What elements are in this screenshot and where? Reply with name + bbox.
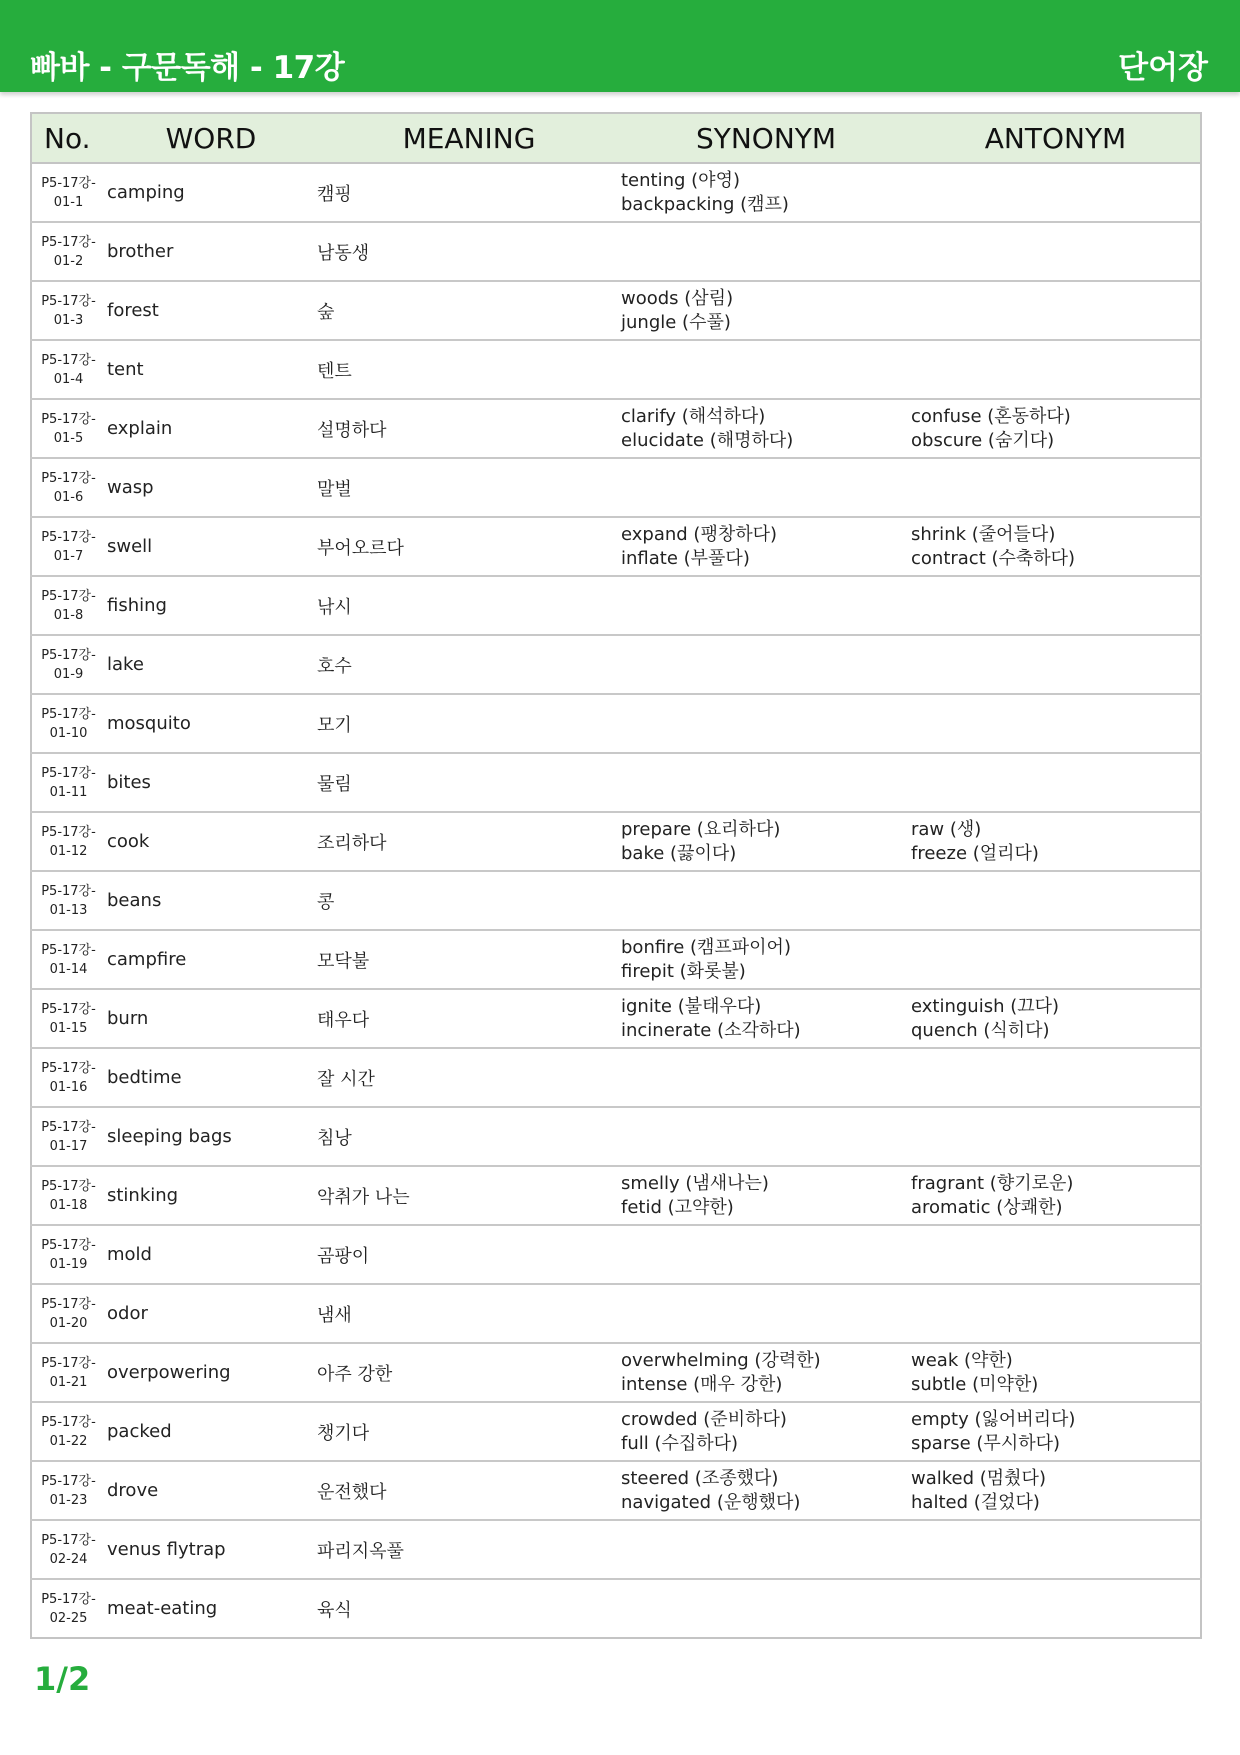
antonym-cell [911, 694, 1201, 753]
row-number: P5-17강- 01-3 [31, 281, 105, 340]
col-header-meaning: MEANING [317, 113, 621, 163]
antonym-cell [911, 1107, 1201, 1166]
antonym-cell [911, 635, 1201, 694]
synonym-item: intense (매우 강한) [621, 1373, 783, 1395]
synonym-cell [621, 281, 911, 340]
table-row [31, 399, 1201, 458]
meaning-cell: 모기 [317, 694, 621, 753]
word-cell: venus flytrap [105, 1520, 317, 1579]
meaning-cell: 파리지옥풀 [317, 1520, 621, 1579]
antonym-item: raw (생) [911, 818, 982, 840]
page-number: 1/2 [34, 1660, 91, 1698]
row-number: P5-17강- 01-18 [31, 1166, 105, 1225]
synonym-item: fetid (고약한) [621, 1196, 734, 1218]
synonym-cell [621, 989, 911, 1048]
antonym-item: weak (약한) [911, 1349, 1013, 1371]
synonym-cell [621, 812, 911, 871]
synonym-item: woods (삼림) [621, 287, 734, 309]
synonym-item: bake (끓이다) [621, 842, 737, 864]
table-row [31, 222, 1201, 281]
row-number: P5-17강- 01-14 [31, 930, 105, 989]
table-row [31, 1166, 1201, 1225]
meaning-cell: 악취가 나는 [317, 1166, 621, 1225]
synonym-item: incinerate (소각하다) [621, 1019, 801, 1041]
table-row [31, 576, 1201, 635]
word-cell: beans [105, 871, 317, 930]
meaning-cell: 콩 [317, 871, 621, 930]
table-row [31, 694, 1201, 753]
synonym-cell [621, 1048, 911, 1107]
antonym-cell [911, 930, 1201, 989]
antonym-cell [911, 340, 1201, 399]
antonym-cell [911, 1461, 1201, 1520]
row-number: P5-17강- 01-23 [31, 1461, 105, 1520]
synonym-item: crowded (준비하다) [621, 1408, 787, 1430]
row-number: P5-17강- 01-13 [31, 871, 105, 930]
meaning-cell: 모닥불 [317, 930, 621, 989]
synonym-cell [621, 635, 911, 694]
antonym-item: subtle (미약한) [911, 1373, 1039, 1395]
antonym-cell [911, 1048, 1201, 1107]
synonym-cell [621, 340, 911, 399]
synonym-cell [621, 871, 911, 930]
row-number: P5-17강- 01-15 [31, 989, 105, 1048]
table-row [31, 340, 1201, 399]
antonym-cell [911, 989, 1201, 1048]
antonym-cell [911, 812, 1201, 871]
word-cell: explain [105, 399, 317, 458]
row-number: P5-17강- 01-5 [31, 399, 105, 458]
table-row [31, 1284, 1201, 1343]
meaning-cell: 잘 시간 [317, 1048, 621, 1107]
col-header-synonym: SYNONYM [621, 113, 911, 163]
meaning-cell: 물림 [317, 753, 621, 812]
synonym-item: expand (팽창하다) [621, 523, 778, 545]
antonym-item: extinguish (끄다) [911, 995, 1060, 1017]
synonym-item: backpacking (캠프) [621, 193, 789, 215]
row-number: P5-17강- 01-17 [31, 1107, 105, 1166]
row-number: P5-17강- 01-11 [31, 753, 105, 812]
row-number: P5-17강- 01-9 [31, 635, 105, 694]
meaning-cell: 조리하다 [317, 812, 621, 871]
row-number: P5-17강- 01-8 [31, 576, 105, 635]
table-body [31, 163, 1201, 1638]
word-cell: wasp [105, 458, 317, 517]
antonym-cell [911, 1166, 1201, 1225]
antonym-cell [911, 871, 1201, 930]
row-number: P5-17강- 01-19 [31, 1225, 105, 1284]
synonym-item: jungle (수풀) [621, 311, 731, 333]
meaning-cell: 숲 [317, 281, 621, 340]
table-row [31, 930, 1201, 989]
word-cell: bedtime [105, 1048, 317, 1107]
word-cell: campfire [105, 930, 317, 989]
table-row [31, 1579, 1201, 1638]
antonym-item: shrink (줄어들다) [911, 523, 1056, 545]
meaning-cell: 육식 [317, 1579, 621, 1638]
synonym-cell [621, 163, 911, 222]
synonym-cell [621, 1579, 911, 1638]
col-header-no: No. [31, 113, 105, 163]
antonym-cell [911, 281, 1201, 340]
synonym-item: overwhelming (강력한) [621, 1349, 821, 1371]
meaning-cell: 텐트 [317, 340, 621, 399]
synonym-cell [621, 222, 911, 281]
synonym-item: bonfire (캠프파이어) [621, 936, 791, 958]
antonym-cell [911, 1225, 1201, 1284]
table-row [31, 1225, 1201, 1284]
page-header [0, 0, 1240, 92]
row-number: P5-17강- 01-1 [31, 163, 105, 222]
row-number: P5-17강- 01-16 [31, 1048, 105, 1107]
synonym-cell [621, 1520, 911, 1579]
table-row [31, 281, 1201, 340]
meaning-cell: 침낭 [317, 1107, 621, 1166]
meaning-cell: 냄새 [317, 1284, 621, 1343]
antonym-item: halted (걸었다) [911, 1491, 1040, 1513]
antonym-cell [911, 1402, 1201, 1461]
meaning-cell: 낚시 [317, 576, 621, 635]
synonym-cell [621, 1343, 911, 1402]
synonym-item: navigated (운행했다) [621, 1491, 801, 1513]
synonym-item: tenting (야영) [621, 169, 740, 191]
row-number: P5-17강- 02-25 [31, 1579, 105, 1638]
word-cell: overpowering [105, 1343, 317, 1402]
row-number: P5-17강- 01-22 [31, 1402, 105, 1461]
antonym-item: confuse (혼동하다) [911, 405, 1071, 427]
synonym-cell [621, 1461, 911, 1520]
synonym-cell [621, 576, 911, 635]
vocab-table [30, 112, 1202, 1639]
antonym-cell [911, 399, 1201, 458]
meaning-cell: 말벌 [317, 458, 621, 517]
row-number: P5-17강- 01-10 [31, 694, 105, 753]
table-row [31, 753, 1201, 812]
table-row [31, 635, 1201, 694]
synonym-cell [621, 1284, 911, 1343]
word-cell: tent [105, 340, 317, 399]
table-row [31, 812, 1201, 871]
row-number: P5-17강- 01-12 [31, 812, 105, 871]
word-cell: odor [105, 1284, 317, 1343]
table-row [31, 1402, 1201, 1461]
meaning-cell: 캠핑 [317, 163, 621, 222]
synonym-cell [621, 458, 911, 517]
synonym-cell [621, 1402, 911, 1461]
synonym-cell [621, 1166, 911, 1225]
synonym-cell [621, 694, 911, 753]
table-row [31, 458, 1201, 517]
word-cell: stinking [105, 1166, 317, 1225]
word-cell: burn [105, 989, 317, 1048]
meaning-cell: 곰팡이 [317, 1225, 621, 1284]
word-cell: brother [105, 222, 317, 281]
meaning-cell: 아주 강한 [317, 1343, 621, 1402]
antonym-item: contract (수축하다) [911, 547, 1076, 569]
row-number: P5-17강- 01-4 [31, 340, 105, 399]
synonym-item: inflate (부풀다) [621, 547, 750, 569]
synonym-item: steered (조종했다) [621, 1467, 779, 1489]
table-row [31, 517, 1201, 576]
row-number: P5-17강- 01-2 [31, 222, 105, 281]
synonym-cell [621, 1107, 911, 1166]
antonym-cell [911, 1520, 1201, 1579]
word-cell: swell [105, 517, 317, 576]
antonym-item: obscure (숨기다) [911, 429, 1055, 451]
word-cell: camping [105, 163, 317, 222]
antonym-item: empty (잃어버리다) [911, 1408, 1076, 1430]
synonym-item: firepit (화롯불) [621, 960, 746, 982]
word-cell: forest [105, 281, 317, 340]
word-cell: lake [105, 635, 317, 694]
synonym-item: full (수집하다) [621, 1432, 739, 1454]
antonym-item: freeze (얼리다) [911, 842, 1039, 864]
row-number: P5-17강- 01-6 [31, 458, 105, 517]
word-cell: sleeping bags [105, 1107, 317, 1166]
meaning-cell: 챙기다 [317, 1402, 621, 1461]
word-cell: drove [105, 1461, 317, 1520]
antonym-cell [911, 753, 1201, 812]
antonym-item: aromatic (상쾌한) [911, 1196, 1063, 1218]
word-cell: mosquito [105, 694, 317, 753]
word-cell: cook [105, 812, 317, 871]
table-row [31, 989, 1201, 1048]
row-number: P5-17강- 01-7 [31, 517, 105, 576]
row-number: P5-17강- 01-21 [31, 1343, 105, 1402]
antonym-cell [911, 1343, 1201, 1402]
antonym-item: sparse (무시하다) [911, 1432, 1061, 1454]
row-number: P5-17강- 01-20 [31, 1284, 105, 1343]
col-header-antonym: ANTONYM [911, 113, 1201, 163]
word-cell: bites [105, 753, 317, 812]
synonym-cell [621, 753, 911, 812]
synonym-item: elucidate (해명하다) [621, 429, 794, 451]
word-cell: mold [105, 1225, 317, 1284]
table-header [31, 113, 1201, 163]
antonym-cell [911, 517, 1201, 576]
synonym-cell [621, 1225, 911, 1284]
meaning-cell: 남동생 [317, 222, 621, 281]
header-label: 단어장 [1118, 50, 1208, 86]
antonym-cell [911, 1579, 1201, 1638]
table-row [31, 1520, 1201, 1579]
meaning-cell: 설명하다 [317, 399, 621, 458]
table-row [31, 163, 1201, 222]
synonym-item: smelly (냄새나는) [621, 1172, 769, 1194]
word-cell: packed [105, 1402, 317, 1461]
synonym-item: prepare (요리하다) [621, 818, 781, 840]
page-title: 빠바 - 구문독해 - 17강 [30, 50, 345, 86]
table-row [31, 1461, 1201, 1520]
synonym-cell [621, 930, 911, 989]
synonym-item: clarify (해석하다) [621, 405, 766, 427]
antonym-cell [911, 458, 1201, 517]
antonym-item: quench (식히다) [911, 1019, 1050, 1041]
table-row [31, 1107, 1201, 1166]
meaning-cell: 부어오르다 [317, 517, 621, 576]
table-row [31, 1048, 1201, 1107]
meaning-cell: 호수 [317, 635, 621, 694]
table-row [31, 871, 1201, 930]
synonym-cell [621, 517, 911, 576]
antonym-cell [911, 576, 1201, 635]
word-cell: fishing [105, 576, 317, 635]
synonym-item: ignite (불태우다) [621, 995, 762, 1017]
synonym-cell [621, 399, 911, 458]
antonym-item: walked (멈췄다) [911, 1467, 1046, 1489]
antonym-cell [911, 222, 1201, 281]
table-row [31, 1343, 1201, 1402]
antonym-item: fragrant (향기로운) [911, 1172, 1074, 1194]
word-cell: meat-eating [105, 1579, 317, 1638]
antonym-cell [911, 163, 1201, 222]
col-header-word: WORD [105, 113, 317, 163]
meaning-cell: 태우다 [317, 989, 621, 1048]
antonym-cell [911, 1284, 1201, 1343]
meaning-cell: 운전했다 [317, 1461, 621, 1520]
row-number: P5-17강- 02-24 [31, 1520, 105, 1579]
